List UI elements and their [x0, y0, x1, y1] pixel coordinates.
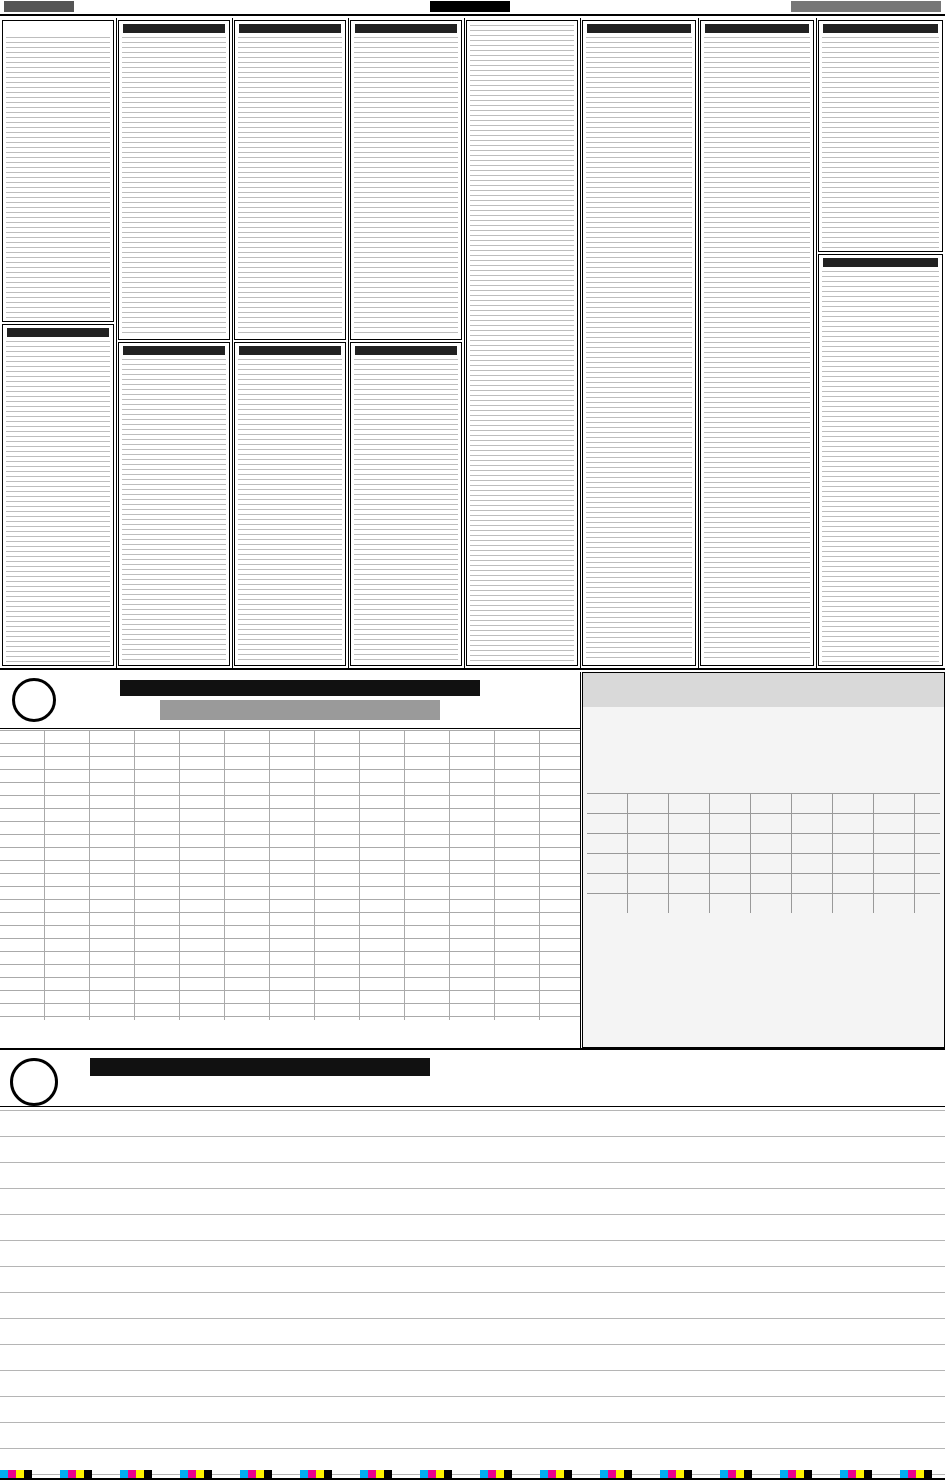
column-2 [116, 18, 233, 668]
financial-results [0, 672, 581, 1048]
financial-results-header [0, 672, 580, 729]
column-1 [0, 18, 117, 668]
bottom-band [0, 1052, 945, 1480]
column-4 [348, 18, 465, 668]
masthead-brand [4, 1, 74, 12]
bank-notice [0, 1052, 945, 1478]
top-band [0, 18, 945, 670]
bank-header [0, 1052, 945, 1107]
notice-block [2, 20, 114, 322]
tender-table [587, 793, 940, 913]
bank-logo [10, 1058, 58, 1106]
notice-block [234, 20, 346, 340]
bank-table [0, 1110, 945, 1478]
printer-registration-marks [0, 1470, 945, 1478]
column-3 [232, 18, 349, 668]
mid-band [0, 672, 945, 1050]
results-table [0, 730, 580, 1020]
column-5 [464, 18, 581, 668]
notice-block [818, 20, 943, 252]
notice-block [2, 324, 114, 666]
notice-block [118, 342, 230, 666]
notice-block [818, 254, 943, 666]
notice-block [234, 342, 346, 666]
column-6 [580, 18, 699, 668]
tender-notice [582, 672, 945, 1048]
masthead-section [430, 1, 510, 12]
column-8 [816, 18, 945, 668]
notice-block [350, 342, 462, 666]
column-7 [698, 18, 817, 668]
masthead-date [791, 1, 941, 12]
bank-name [90, 1058, 430, 1076]
notice-block [118, 20, 230, 340]
masthead [0, 0, 945, 16]
notice-block [350, 20, 462, 340]
company-logo [12, 678, 56, 722]
notice-block [582, 20, 696, 666]
notice-block [466, 20, 578, 666]
notice-block [700, 20, 814, 666]
company-address [160, 700, 440, 720]
tender-notice-header [583, 673, 944, 707]
company-name [120, 680, 480, 696]
